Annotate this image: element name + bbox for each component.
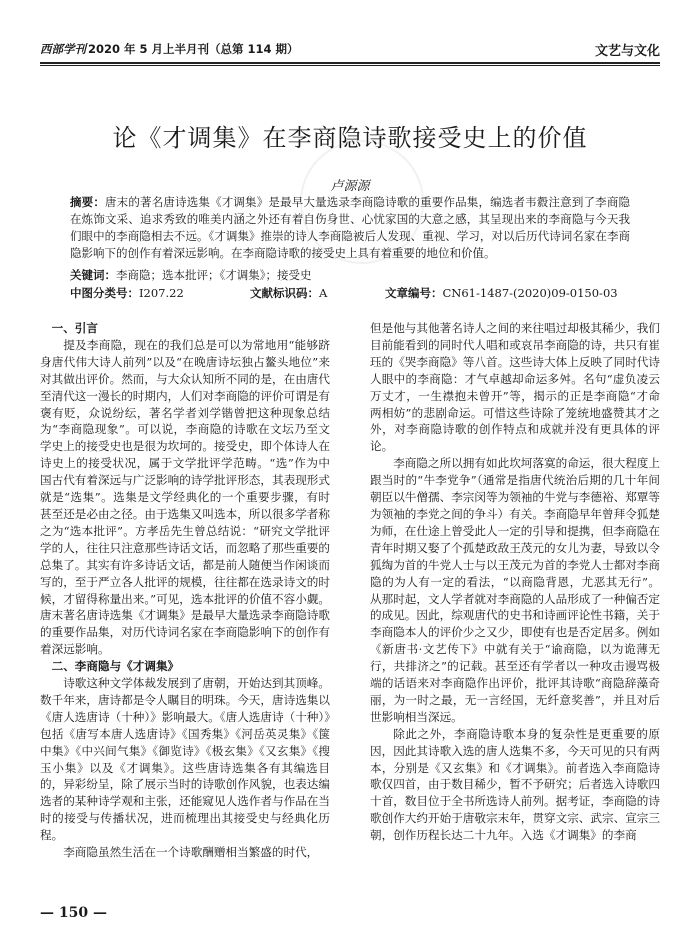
section-heading: 二、李商隐与《才调集》 bbox=[51, 659, 180, 674]
article-author: 卢源源 bbox=[330, 179, 370, 194]
keywords-label: 关键词： bbox=[70, 268, 116, 282]
article-value: CN61-1487-(2020)09-0150-03 bbox=[442, 286, 618, 300]
article-number bbox=[385, 285, 618, 301]
keywords bbox=[70, 267, 630, 283]
journal-info bbox=[40, 41, 299, 57]
abstract-label: 摘要： bbox=[70, 195, 106, 209]
body-paragraph: 除此之外，李商隐诗歌本身的复杂性是更重要的原因，因此其诗歌入选的唐人选集不多，今天可见的只有两本，分别是《又玄集》和《才调集》。前者选入李商隐诗歌仅四首，由于数目稀少，暂不予研究；后者选入诗歌四十首，数目位于全书所选诗人前列。据考证，李商隐的诗歌创作大约开始于唐敬宗末年，贯穿文宗、武宗、宣宗三朝，创作历程长达二十九年。入选《才调集》的李商 bbox=[370, 726, 660, 843]
body-paragraph: 诗歌这种文学体裁发展到了唐朝，开始达到其顶峰。数千年来，唐诗都是令人瞩目的明珠。今天，唐诗选集以《唐人选唐诗（十种）》影响最大。《唐人选唐诗（十种）》包括《唐写本唐人选唐诗》《国秀集》《河岳英灵集》《箧中集》《中兴间气集》《御览诗》《极玄集》《又玄集》《搜玉小集》以及《才调集》。这些唐诗选集各有其编选目的，异彩纷呈，除了展示当时的诗歌创作风貌，也表达编选者的某种诗学观和主张，还能窥见人选作者与作品在当时的接受与传播状况，进而梳理出其接受史与经典化历程。 bbox=[40, 676, 330, 843]
journal-logo: 西部学刊 bbox=[40, 42, 86, 56]
body-paragraph: 李商隐虽然生活在一个诗歌酬赠相当繁盛的时代， bbox=[63, 845, 319, 860]
header-rule-thin bbox=[40, 65, 660, 66]
keywords-text: 李商隐；选本批评；《才调集》；接受史 bbox=[116, 268, 312, 282]
doc-code bbox=[250, 285, 327, 301]
right-column bbox=[370, 320, 660, 844]
clc-number bbox=[70, 285, 184, 301]
page-number: — 150 — bbox=[40, 905, 107, 921]
page-header bbox=[40, 38, 660, 60]
body-paragraph: 李商隐之所以拥有如此坎坷落寞的命运，很大程度上跟当时的“牛李党争”（通常是指唐代统治后期的几十年间朝臣以牛僧孺、李宗闵等为领袖的牛党与李德裕、郑覃等为领袖的李党之间的争斗）有关。李商隐早年曾拜令狐楚为师，在仕途上曾受此人一定的引导和提携，但李商隐在青年时期又娶了个孤楚政敌王茂元的女儿为妻，导致以令狐绹为首的牛党人士与以王茂元为首的李党人士都对李商隐的为人有一定的看法，“以商隐背恩，尤恶其无行”。从那时起，文人学者就对李商隐的人品形成了一种偏否定的成见。因此，综观唐代的史书和诗画评论性书籍，关于李商隐本人的评价少之又少，即使有也是否定居多。例如《新唐书·文艺传下》中就有关于“谕商隐，以为诡薄无行，共排济之”的记载。甚至还有学者以一种攻击谩骂极端的话语来对李商隐作出评价，批评其诗歌“商隐辞藻奇丽，为一时之最，无一言经国，无纤意奖善”，并且对后世影响相当深远。 bbox=[370, 456, 660, 724]
clc-value: I207.22 bbox=[139, 286, 184, 300]
doc-value: A bbox=[319, 286, 328, 300]
body-paragraph: 提及李商隐，现在的我们总是可以为常地用“能够跻身唐代伟大诗人前列”以及“在晚唐诗坛独占鳌头地位”来对其做出评价。然而，与大众认知所不同的是，在由唐代至清代这一漫长的时期内，人们对李商隐的评价可谓是有褒有贬，众说纷纭，著名学者刘学锴曾把这种现象总结为“李商隐现象”。可以说，李商隐的诗歌在文坛乃至文学史上的接受史也是很为坎坷的。接受史，即个体诗人在诗史上的接受状况，属于文学批评学范畴。“选”作为中国古代有着深远与广泛影响的诗学批评形态，其表现形式就是“选集”。选集是文学经典化的一个重要步骤，有时甚至还是必由之径。由于选集又叫选本，所以很多学者称之为“选本批评”。方孝岳先生曾总结说：“研究文学批评学的人，往往只注意那些诗话文话，而忽略了那些重要的总集了。其实有许多诗话文话，都是前人随便当作闲谈而写的，至于严立各人批评的规模，往往都在选录诗文的时候，才留得称量出来。”可见，选本批评的价值不容小觑。唐末著名唐诗选集《才调集》是最早大量选录李商隐诗歌的重要作品集，对历代诗词名家在李商隐影响下的创作有着深远影响。 bbox=[40, 337, 330, 657]
section-label: 文艺与文化 bbox=[594, 44, 660, 59]
body-paragraph: 但是他与其他著名诗人之间的来往唱过却极其稀少，我们目前能看到的同时代人唱和或哀吊李商隐的诗，共只有崔珏的《哭李商隐》等八首。这些诗大体上反映了同时代诗人眼中的李商隐：才气卓越却命运多舛。名句“虚负凌云万丈才，一生襟抱未曾开”等，揭示的正是李商隐“才命两相妨”的悲剧命运。可惜这些诗除了笼统地盛赞其才之外，对李商隐诗歌的创作特点和成就并没有更具体的评论。 bbox=[370, 321, 660, 454]
section-heading: 一、引言 bbox=[51, 321, 98, 335]
issue-info: 2020 年 5 月上半月刊（总第 114 期） bbox=[88, 42, 299, 56]
left-column bbox=[40, 320, 330, 861]
header-rule bbox=[40, 62, 660, 64]
article-title: 论《才调集》在李商隐诗歌接受史上的价值 bbox=[112, 124, 588, 152]
abstract-text: 唐末的著名唐诗选集《才调集》是最早大量选录李商隐诗歌的重要作品集，编选者韦縠注意到了李商隐在炼饰文采、追求秀致的唯美内涵之外还有着自伤身世、心忧家国的大意之感，其呈现出来的李商隐与今天我们眼中的李商隐相去不远。《才调集》推崇的诗人李商隐被后人发现、重视、学习，对以后历代诗词名家在李商隐影响下的创作有着深远影响。在李商隐诗歌的接受史上具有着重要的地位和价值。 bbox=[70, 195, 630, 260]
doc-label: 文献标识码： bbox=[250, 286, 319, 300]
clc-label: 中图分类号： bbox=[70, 286, 139, 300]
article-label: 文章编号： bbox=[385, 286, 443, 300]
abstract bbox=[70, 194, 630, 262]
